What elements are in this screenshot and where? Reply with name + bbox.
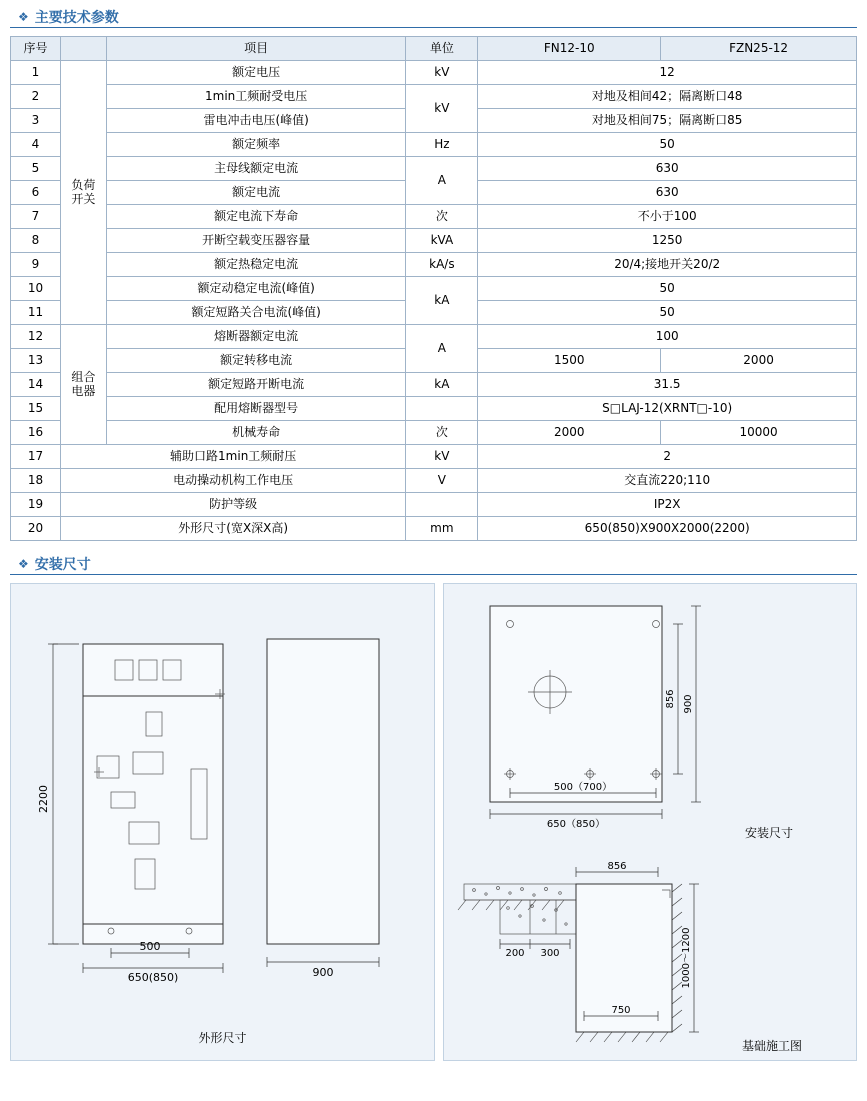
th-unit: 单位 bbox=[406, 37, 478, 61]
cell-no: 8 bbox=[11, 229, 61, 253]
cell-value: 50 bbox=[478, 133, 857, 157]
cell-unit: A bbox=[406, 325, 478, 373]
dim-found-300: 300 bbox=[540, 948, 560, 959]
cell-value: 50 bbox=[478, 301, 857, 325]
group-label-line1: 组合 bbox=[71, 369, 96, 384]
cell-value: 50 bbox=[478, 277, 857, 301]
cell-unit bbox=[406, 397, 478, 421]
cell-unit: 次 bbox=[406, 421, 478, 445]
cell-unit: 次 bbox=[406, 205, 478, 229]
caption-mounting: 安装尺寸 bbox=[744, 826, 793, 840]
cell-item: 额定短路关合电流(峰值) bbox=[106, 301, 406, 325]
cell-item: 额定转移电流 bbox=[106, 349, 406, 373]
cell-no: 3 bbox=[11, 109, 61, 133]
cell-value: 对地及相间75；隔离断口85 bbox=[478, 109, 857, 133]
cell-unit: mm bbox=[406, 517, 478, 541]
section-title-params: 主要技术参数 bbox=[34, 9, 119, 26]
cell-unit: Hz bbox=[406, 133, 478, 157]
cell-item: 额定频率 bbox=[106, 133, 406, 157]
cell-value-fzn25: 2000 bbox=[661, 349, 857, 373]
cell-value: 630 bbox=[478, 181, 857, 205]
mounting-drawing-svg bbox=[444, 584, 858, 1062]
cell-no: 14 bbox=[11, 373, 61, 397]
flower-bullet-icon: ❖ bbox=[18, 556, 29, 571]
table-row bbox=[11, 469, 857, 493]
cell-value: 20/4;接地开关20/2 bbox=[478, 253, 857, 277]
cell-item: 额定动稳定电流(峰值) bbox=[106, 277, 406, 301]
table-row bbox=[11, 445, 857, 469]
cell-item: 额定热稳定电流 bbox=[106, 253, 406, 277]
cell-unit bbox=[406, 493, 478, 517]
dim-found-856: 856 bbox=[607, 861, 627, 872]
cell-value-fn12: 1500 bbox=[478, 349, 661, 373]
table-row bbox=[11, 397, 857, 421]
cell-no: 19 bbox=[11, 493, 61, 517]
cell-unit: kVA bbox=[406, 229, 478, 253]
dim-found-750: 750 bbox=[611, 1005, 631, 1016]
dim-width-650-850: 650(850) bbox=[127, 971, 179, 984]
cell-item: 额定电压 bbox=[106, 61, 406, 85]
outline-drawing-svg bbox=[11, 584, 436, 1062]
table-row bbox=[11, 133, 857, 157]
cell-no: 15 bbox=[11, 397, 61, 421]
caption-outline: 外形尺寸 bbox=[198, 1031, 247, 1045]
table-row bbox=[11, 253, 857, 277]
table-row bbox=[11, 157, 857, 181]
caption-foundation: 基础施工图 bbox=[741, 1039, 802, 1053]
cell-value: 31.5 bbox=[478, 373, 857, 397]
cell-unit: kV bbox=[406, 85, 478, 133]
cell-item: 熔断器额定电流 bbox=[106, 325, 406, 349]
section-title-install: 安装尺寸 bbox=[34, 556, 91, 573]
cell-no: 1 bbox=[11, 61, 61, 85]
cell-no: 2 bbox=[11, 85, 61, 109]
cell-item: 外形尺寸(宽X深X高) bbox=[60, 517, 405, 541]
dim-mount-500-700: 500（700） bbox=[553, 782, 613, 793]
cell-value-fzn25: 10000 bbox=[661, 421, 857, 445]
th-item: 项目 bbox=[106, 37, 406, 61]
group-label-line2: 开关 bbox=[71, 191, 96, 206]
th-no: 序号 bbox=[11, 37, 61, 61]
cell-value: 630 bbox=[478, 157, 857, 181]
cell-unit: kV bbox=[406, 445, 478, 469]
cell-group-combo bbox=[60, 325, 106, 445]
dim-mount-900: 900 bbox=[683, 694, 694, 714]
group-label-line1: 负荷 bbox=[71, 177, 96, 192]
cell-item: 雷电冲击电压(峰值) bbox=[106, 109, 406, 133]
cell-no: 10 bbox=[11, 277, 61, 301]
cell-value: 2 bbox=[478, 445, 857, 469]
th-fzn25: FZN25-12 bbox=[661, 37, 857, 61]
cell-item: 主母线额定电流 bbox=[106, 157, 406, 181]
table-row bbox=[11, 277, 857, 301]
section-heading-params bbox=[10, 6, 857, 28]
cell-unit: kA/s bbox=[406, 253, 478, 277]
cell-no: 5 bbox=[11, 157, 61, 181]
cell-value: 650(850)X900X2000(2200) bbox=[478, 517, 857, 541]
table-row bbox=[11, 421, 857, 445]
section-heading-install bbox=[10, 553, 857, 575]
dim-depth-900: 900 bbox=[312, 966, 334, 979]
cell-group-load-switch bbox=[60, 61, 106, 325]
cell-unit: kA bbox=[406, 373, 478, 397]
dim-found-1000-1200: 1000～1200 bbox=[681, 927, 692, 989]
table-header-row bbox=[11, 37, 857, 61]
cell-unit: kA bbox=[406, 277, 478, 325]
table-row bbox=[11, 205, 857, 229]
cell-value: 12 bbox=[478, 61, 857, 85]
dim-mount-856: 856 bbox=[665, 689, 676, 709]
cell-item: 额定短路开断电流 bbox=[106, 373, 406, 397]
table-row bbox=[11, 325, 857, 349]
cell-value: 不小于100 bbox=[478, 205, 857, 229]
cell-no: 16 bbox=[11, 421, 61, 445]
cell-no: 18 bbox=[11, 469, 61, 493]
cell-no: 6 bbox=[11, 181, 61, 205]
cell-value: S□LAJ-12(XRNT□-10) bbox=[478, 397, 857, 421]
cell-value: 100 bbox=[478, 325, 857, 349]
table-row bbox=[11, 85, 857, 109]
cell-value-fn12: 2000 bbox=[478, 421, 661, 445]
cell-item: 电动操动机构工作电压 bbox=[60, 469, 405, 493]
cell-value: 交直流220;110 bbox=[478, 469, 857, 493]
table-row bbox=[11, 229, 857, 253]
cell-no: 7 bbox=[11, 205, 61, 229]
spec-table bbox=[10, 36, 857, 541]
dim-width-500: 500 bbox=[139, 940, 161, 953]
cell-item: 开断空载变压器容量 bbox=[106, 229, 406, 253]
dim-height-2200: 2200 bbox=[37, 785, 50, 813]
table-body bbox=[11, 61, 857, 541]
cell-item: 1min工频耐受电压 bbox=[106, 85, 406, 109]
drawing-panel-mounting bbox=[443, 583, 857, 1061]
cell-no: 12 bbox=[11, 325, 61, 349]
cell-no: 9 bbox=[11, 253, 61, 277]
dim-mount-650-850: 650（850） bbox=[546, 819, 606, 830]
cell-no: 11 bbox=[11, 301, 61, 325]
table-row bbox=[11, 373, 857, 397]
cell-no: 13 bbox=[11, 349, 61, 373]
cell-unit: kV bbox=[406, 61, 478, 85]
cell-item: 辅助口路1min工频耐压 bbox=[60, 445, 405, 469]
cell-item: 配用熔断器型号 bbox=[106, 397, 406, 421]
drawing-panel-outline bbox=[10, 583, 435, 1061]
cell-no: 20 bbox=[11, 517, 61, 541]
cell-item: 额定电流下寿命 bbox=[106, 205, 406, 229]
table-row bbox=[11, 493, 857, 517]
cell-value: IP2X bbox=[478, 493, 857, 517]
flower-bullet-icon: ❖ bbox=[18, 9, 29, 24]
cell-item: 额定电流 bbox=[106, 181, 406, 205]
table-row bbox=[11, 517, 857, 541]
dim-found-200: 200 bbox=[505, 948, 525, 959]
th-group bbox=[60, 37, 106, 61]
drawings-container bbox=[0, 575, 867, 1061]
cell-value: 对地及相间42；隔离断口48 bbox=[478, 85, 857, 109]
cell-no: 17 bbox=[11, 445, 61, 469]
cell-unit: A bbox=[406, 157, 478, 205]
cell-value: 1250 bbox=[478, 229, 857, 253]
cell-unit: V bbox=[406, 469, 478, 493]
table-header bbox=[11, 37, 857, 61]
cell-item: 防护等级 bbox=[60, 493, 405, 517]
th-fn12: FN12-10 bbox=[478, 37, 661, 61]
spec-table-wrapper bbox=[0, 28, 867, 541]
cell-no: 4 bbox=[11, 133, 61, 157]
table-row bbox=[11, 61, 857, 85]
group-label-line2: 电器 bbox=[71, 383, 96, 398]
cell-item: 机械寿命 bbox=[106, 421, 406, 445]
